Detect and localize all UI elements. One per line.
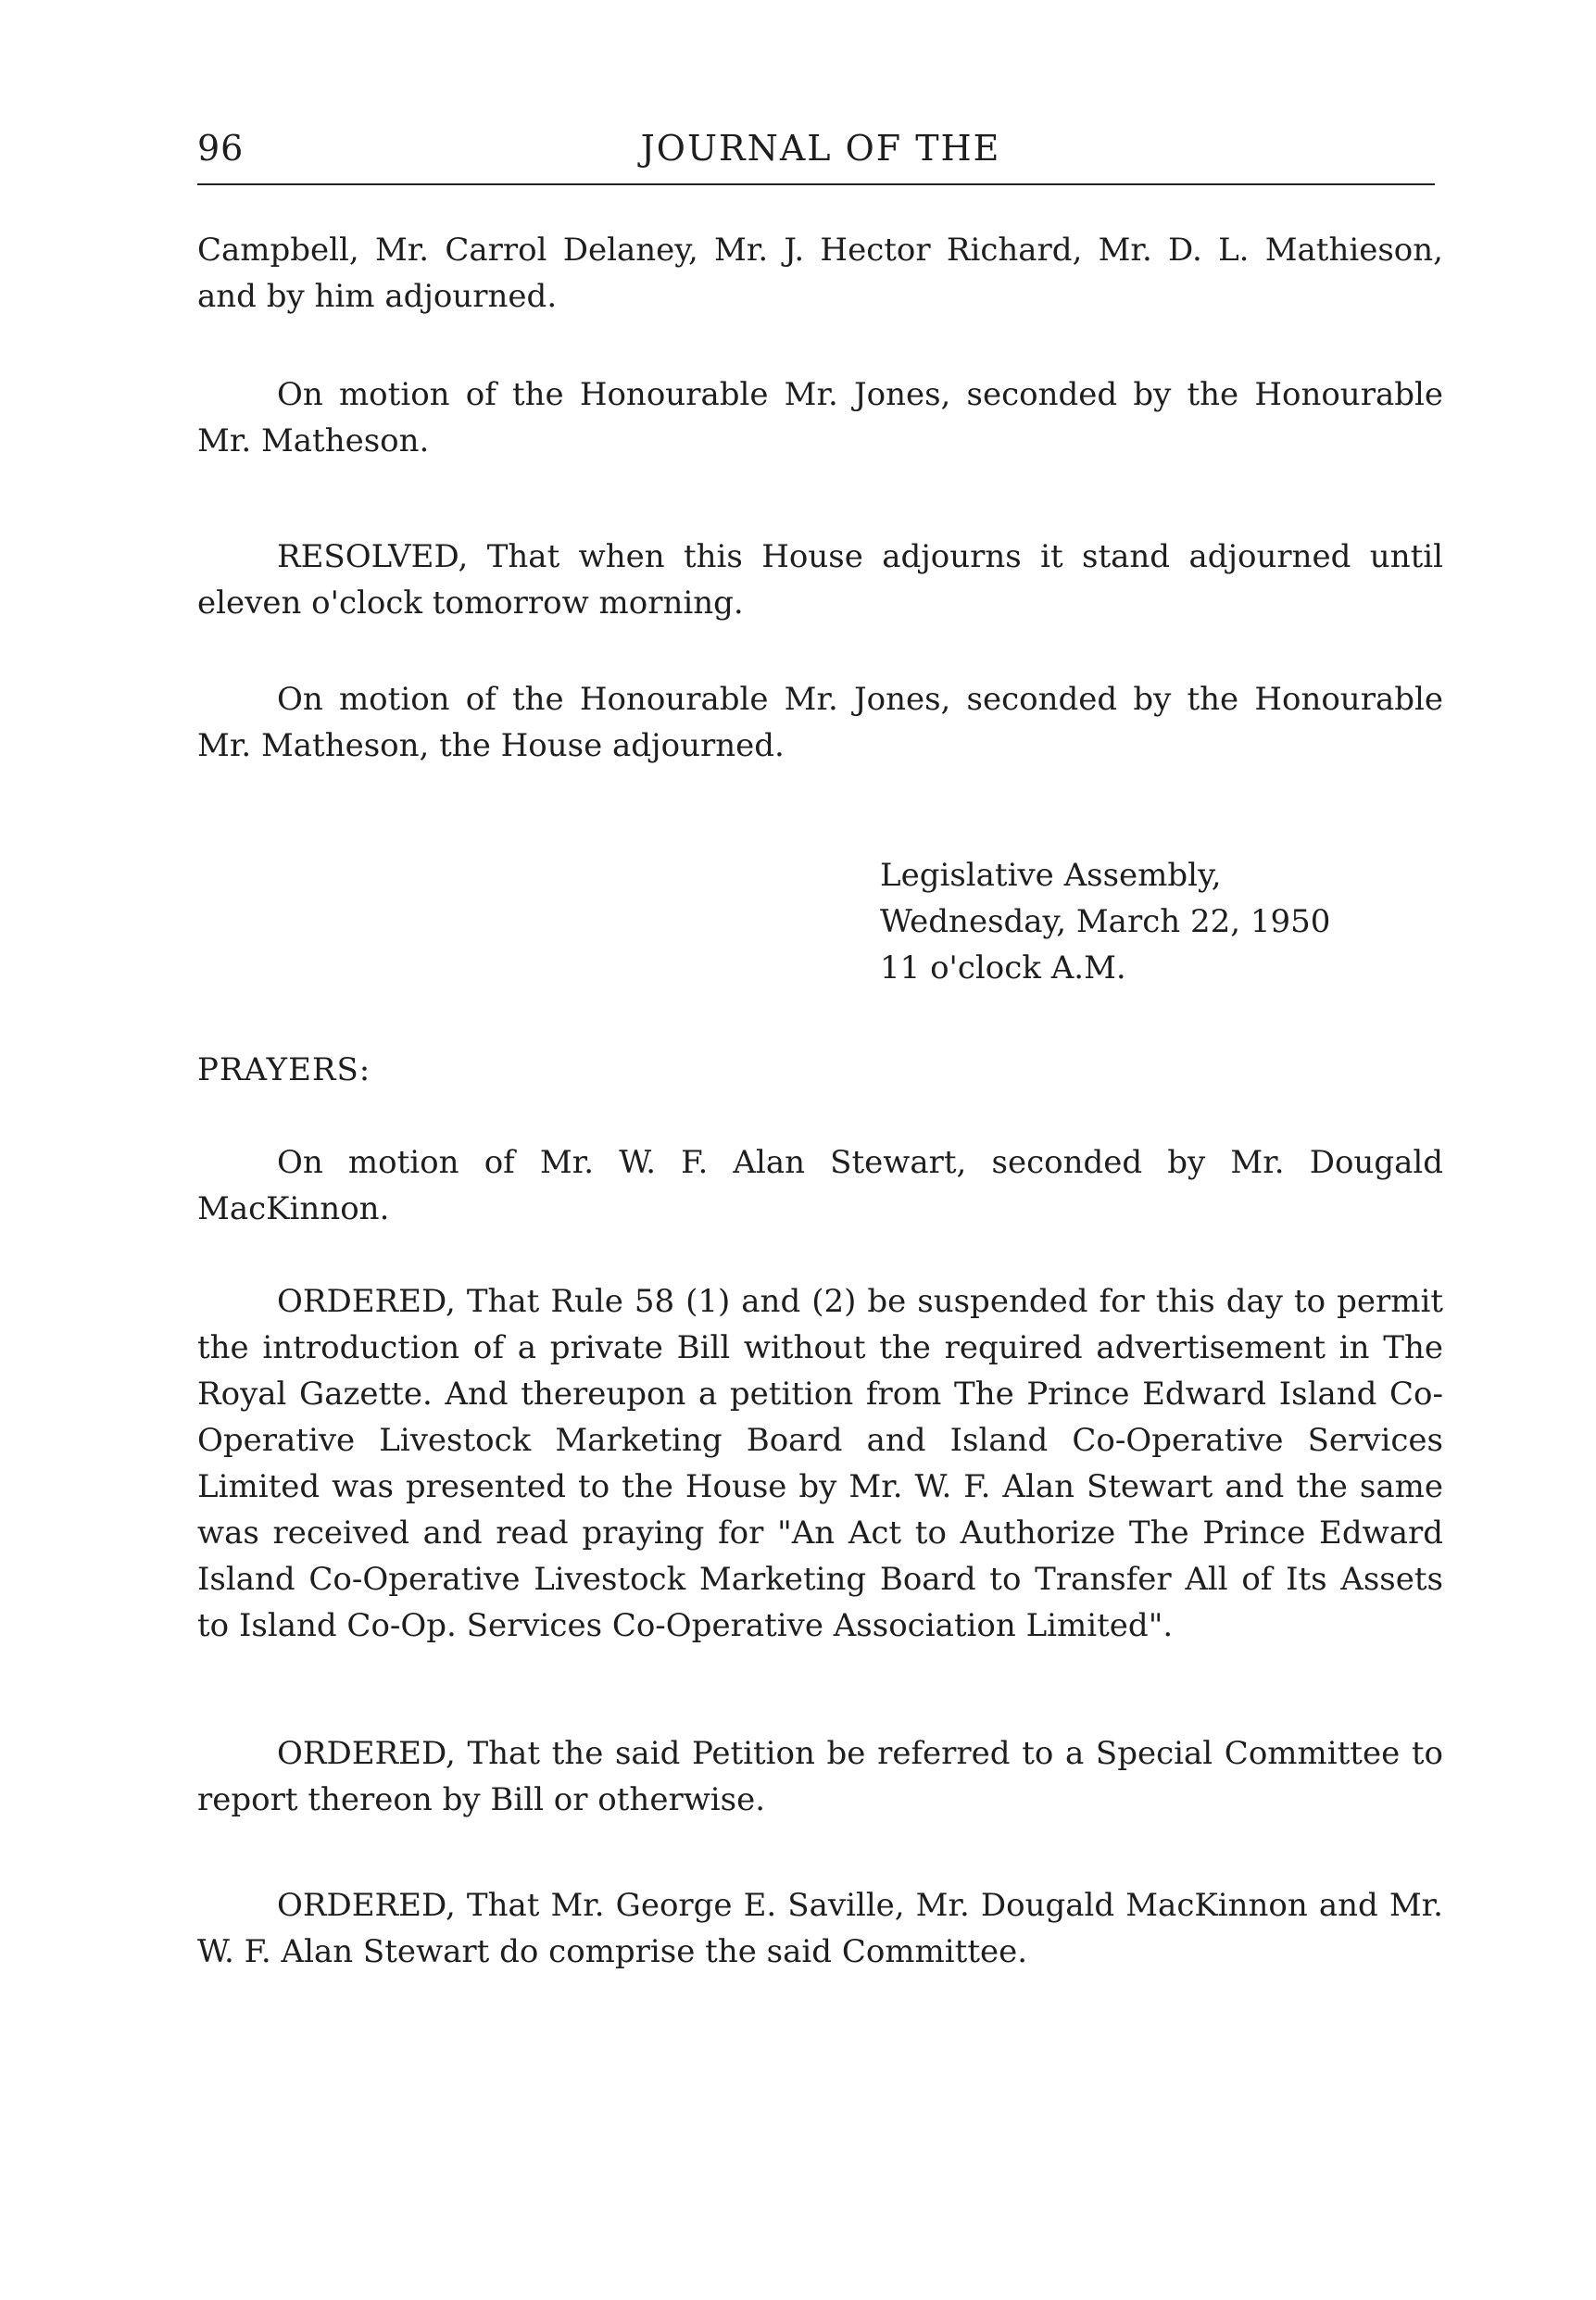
paragraph-motion-adjourn: On motion of the Honourable Mr. Jones, seconded by the Honourable Mr. Matheson, the House adjourned. (197, 681, 1443, 764)
dateline-assembly: Legislative Assembly, (880, 857, 1222, 894)
running-title: JOURNAL OF THE (640, 128, 1001, 169)
dateline (880, 852, 1330, 991)
paragraph-motion-1: On motion of the Honourable Mr. Jones, seconded by the Honourable Mr. Matheson. (197, 376, 1443, 459)
page-header (197, 128, 1435, 185)
dateline-time: 11 o'clock A.M. (880, 949, 1126, 987)
paragraph-resolved: RESOLVED, That when this House adjourns it stand adjourned until eleven o'clock tomorrow morning. (197, 538, 1443, 622)
dateline-date: Wednesday, March 22, 1950 (880, 903, 1331, 940)
page-number: 96 (197, 128, 245, 169)
paragraph-motion-stewart: On motion of Mr. W. F. Alan Stewart, seconded by Mr. Dougald MacKinnon. (197, 1144, 1443, 1227)
paragraph-continuation: Campbell, Mr. Carrol Delaney, Mr. J. Hector Richard, Mr. D. L. Mathieson, and by him adjourned. (197, 232, 1443, 315)
paragraph-ordered-committee: ORDERED, That Mr. George E. Saville, Mr. Dougald MacKinnon and Mr. W. F. Alan Stewart do comprise the said Committee. (197, 1887, 1443, 1970)
paragraph-ordered-rule: ORDERED, That Rule 58 (1) and (2) be suspended for this day to permit the introduction of a private Bill without the required advertisement in The Royal Gazette. And thereupon a petition from The Prince Edward Island Co-Operative Livestock Marketing Board and Island Co-Operative Services Limited was presented to the House by Mr. W. F. Alan Stewart and the same was received and read praying for "An Act to Authorize The Prince Edward Island Co-Operative Livestock Marketing Board to Transfer All of Its Assets to Island Co-Op. Services Co-Operative Association Limited". (197, 1283, 1443, 1644)
paragraph-ordered-petition: ORDERED, That the said Petition be referred to a Special Committee to report thereon by Bill or otherwise. (197, 1735, 1443, 1818)
prayers-heading: PRAYERS: (197, 1051, 371, 1088)
